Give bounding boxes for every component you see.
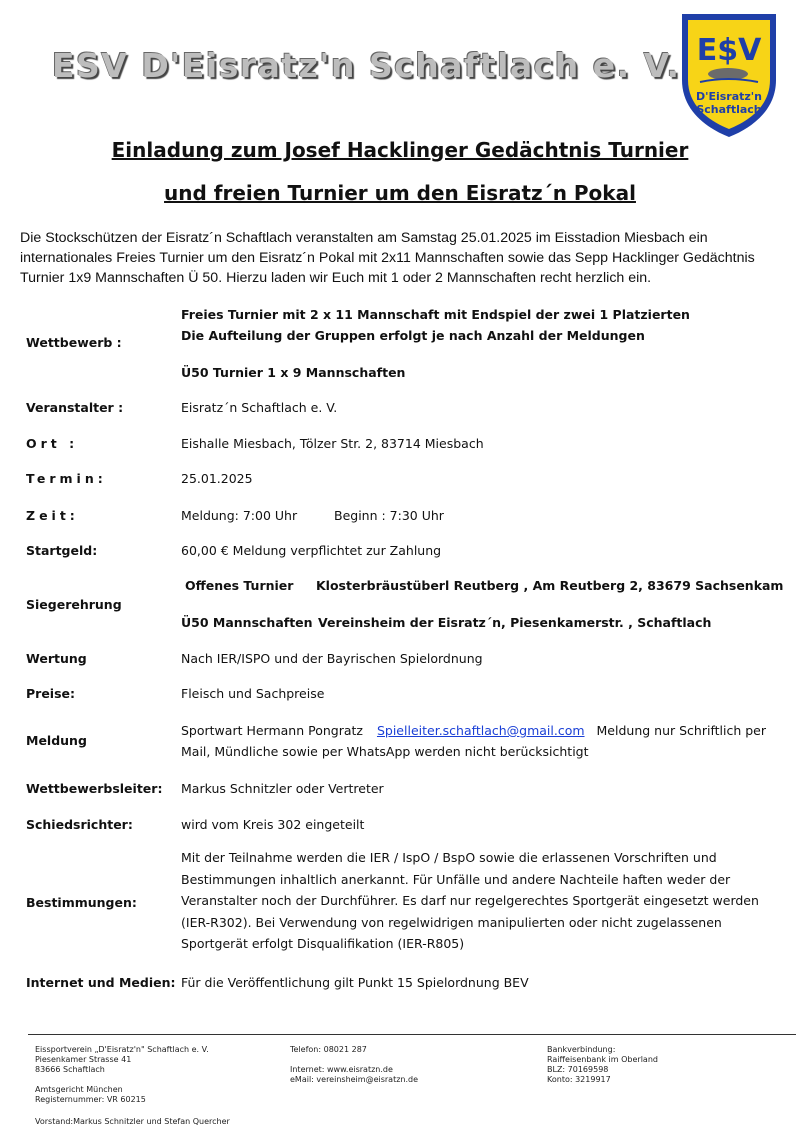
value-veranstalter: Eisratz´n Schaftlach e. V.: [181, 400, 338, 415]
label-startgeld: Startgeld:: [26, 543, 98, 558]
meldung-prefix: Sportwart Hermann Pongratz: [181, 723, 363, 738]
logo-line1: D'Eisratz'n: [695, 90, 763, 103]
label-ort: Ort :: [26, 436, 79, 451]
value-ort: Eishalle Miesbach, Tölzer Str. 2, 83714 Miesbach: [181, 436, 484, 451]
wettbewerb-line2: Die Aufteilung der Gruppen erfolgt je nach Anzahl der Meldungen: [181, 328, 645, 343]
label-termin: Termin:: [26, 471, 107, 486]
value-wettbewerbsleiter: Markus Schnitzler oder Vertreter: [181, 781, 384, 796]
value-startgeld: 60,00 € Meldung verpflichtet zur Zahlung: [181, 543, 442, 558]
label-siegerehrung: Siegerehrung: [26, 597, 122, 612]
siegerehrung-b-name: Ü50 Mannschaften: [181, 615, 313, 630]
value-bestimmungen: Mit der Teilnahme werden die IER / IspO / BspO sowie die erlassenen Vorschriften und Bestimmungen inhaltlich anerkannt. Für Unfälle und andere Nachteile haften weder der Veranstalter noch der Durchführer. Es darf nur regelgerechtes Sportgerät eingesetzt werden (IER-R302). Bei Verwendung von regelwidrigen manipulierten oder nicht zugelassenen Sportgerät erfolgt Disqualifikation (IER-R805): [181, 850, 759, 951]
label-meldung: Meldung: [26, 733, 87, 748]
label-wettbewerb: Wettbewerb :: [26, 335, 122, 350]
value-internet: Für die Veröffentlichung gilt Punkt 15 Spielordnung BEV: [181, 975, 529, 990]
label-wertung: Wertung: [26, 651, 87, 666]
footer-phone: Telefon: 08021 287: [290, 1045, 367, 1054]
footer-web-email: Internet: www.eisratzn.de eMail: vereinsheim@eisratzn.de: [290, 1065, 419, 1084]
value-zeit-meldung: Meldung: 7:00 Uhr: [181, 508, 298, 523]
logo-line2: Schaftlach: [696, 103, 762, 116]
label-veranstalter: Veranstalter :: [26, 400, 124, 415]
wettbewerb-line3: Ü50 Turnier 1 x 9 Mannschaften: [181, 365, 406, 380]
value-termin: 25.01.2025: [181, 471, 253, 486]
meldung-suffix: Meldung nur Schriftlich per: [596, 723, 767, 738]
label-bestimmungen: Bestimmungen:: [26, 895, 137, 910]
siegerehrung-a-name: Offenes Turnier: [185, 578, 294, 593]
value-schiedsrichter: wird vom Kreis 302 eingeteilt: [181, 817, 365, 832]
meldung-email-link[interactable]: Spielleiter.schaftlach@gmail.com: [376, 723, 585, 738]
organization-title: ESV D'Eisratz'n Schaftlach e. V.: [52, 46, 681, 85]
value-wertung: Nach IER/ISPO und der Bayrischen Spielordnung: [181, 651, 483, 666]
footer-address: Eissportverein „D'Eisratz'n" Schaftlach e. V. Piesenkamer Strasse 41 83666 Schaftlach: [35, 1045, 209, 1074]
intro-paragraph: Die Stockschützen der Eisratz´n Schaftlach veranstalten am Samstag 25.01.2025 im Eisstadion Miesbach ein internationales Freies Turnier um den Eisratz´n Pokal mit 2x11 Mannschaften sowie das Sepp Hacklinger Gedächtnis Turnier 1x9 Mannschaften Ü 50. Hierzu laden wir Euch mit 1 oder 2 Mannschaften recht herzlich ein.: [20, 230, 755, 286]
club-logo: [678, 10, 780, 140]
wettbewerb-line1: Freies Turnier mit 2 x 11 Mannschaft mit Endspiel der zwei 1 Platzierten: [181, 307, 690, 322]
value-preise: Fleisch und Sachpreise: [181, 686, 325, 701]
footer-board: Vorstand:Markus Schnitzler und Stefan Quercher: [35, 1117, 230, 1126]
label-preise: Preise:: [26, 686, 76, 701]
meldung-line2: Mail, Mündliche sowie per WhatsApp werden nicht berücksichtigt: [181, 744, 589, 759]
invitation-title-line2: und freien Turnier um den Eisratz´n Pokal: [164, 181, 636, 205]
footer-bank: Bankverbindung: Raiffeisenbank im Oberland BLZ: 70169598 Konto: 3219917: [547, 1045, 658, 1084]
logo-letters: E$V: [696, 33, 762, 68]
invitation-title-line1: Einladung zum Josef Hacklinger Gedächtnis Turnier: [111, 138, 689, 162]
value-zeit-beginn: Beginn : 7:30 Uhr: [334, 508, 444, 523]
footer-divider: [28, 1034, 796, 1035]
label-wettbewerbsleiter: Wettbewerbsleiter:: [26, 781, 163, 796]
label-zeit: Zeit:: [26, 508, 79, 523]
label-internet: Internet und Medien:: [26, 975, 176, 990]
meldung-line1: [181, 723, 766, 738]
siegerehrung-a-place: Klosterbräustüberl Reutberg , Am Reutberg 2, 83679 Sachsenkam: [316, 578, 784, 593]
footer-registry: Amtsgericht München Registernummer: VR 60215: [35, 1085, 146, 1104]
siegerehrung-b-place: Vereinsheim der Eisratz´n, Piesenkamerstr. , Schaftlach: [318, 615, 712, 630]
label-schiedsrichter: Schiedsrichter:: [26, 817, 133, 832]
